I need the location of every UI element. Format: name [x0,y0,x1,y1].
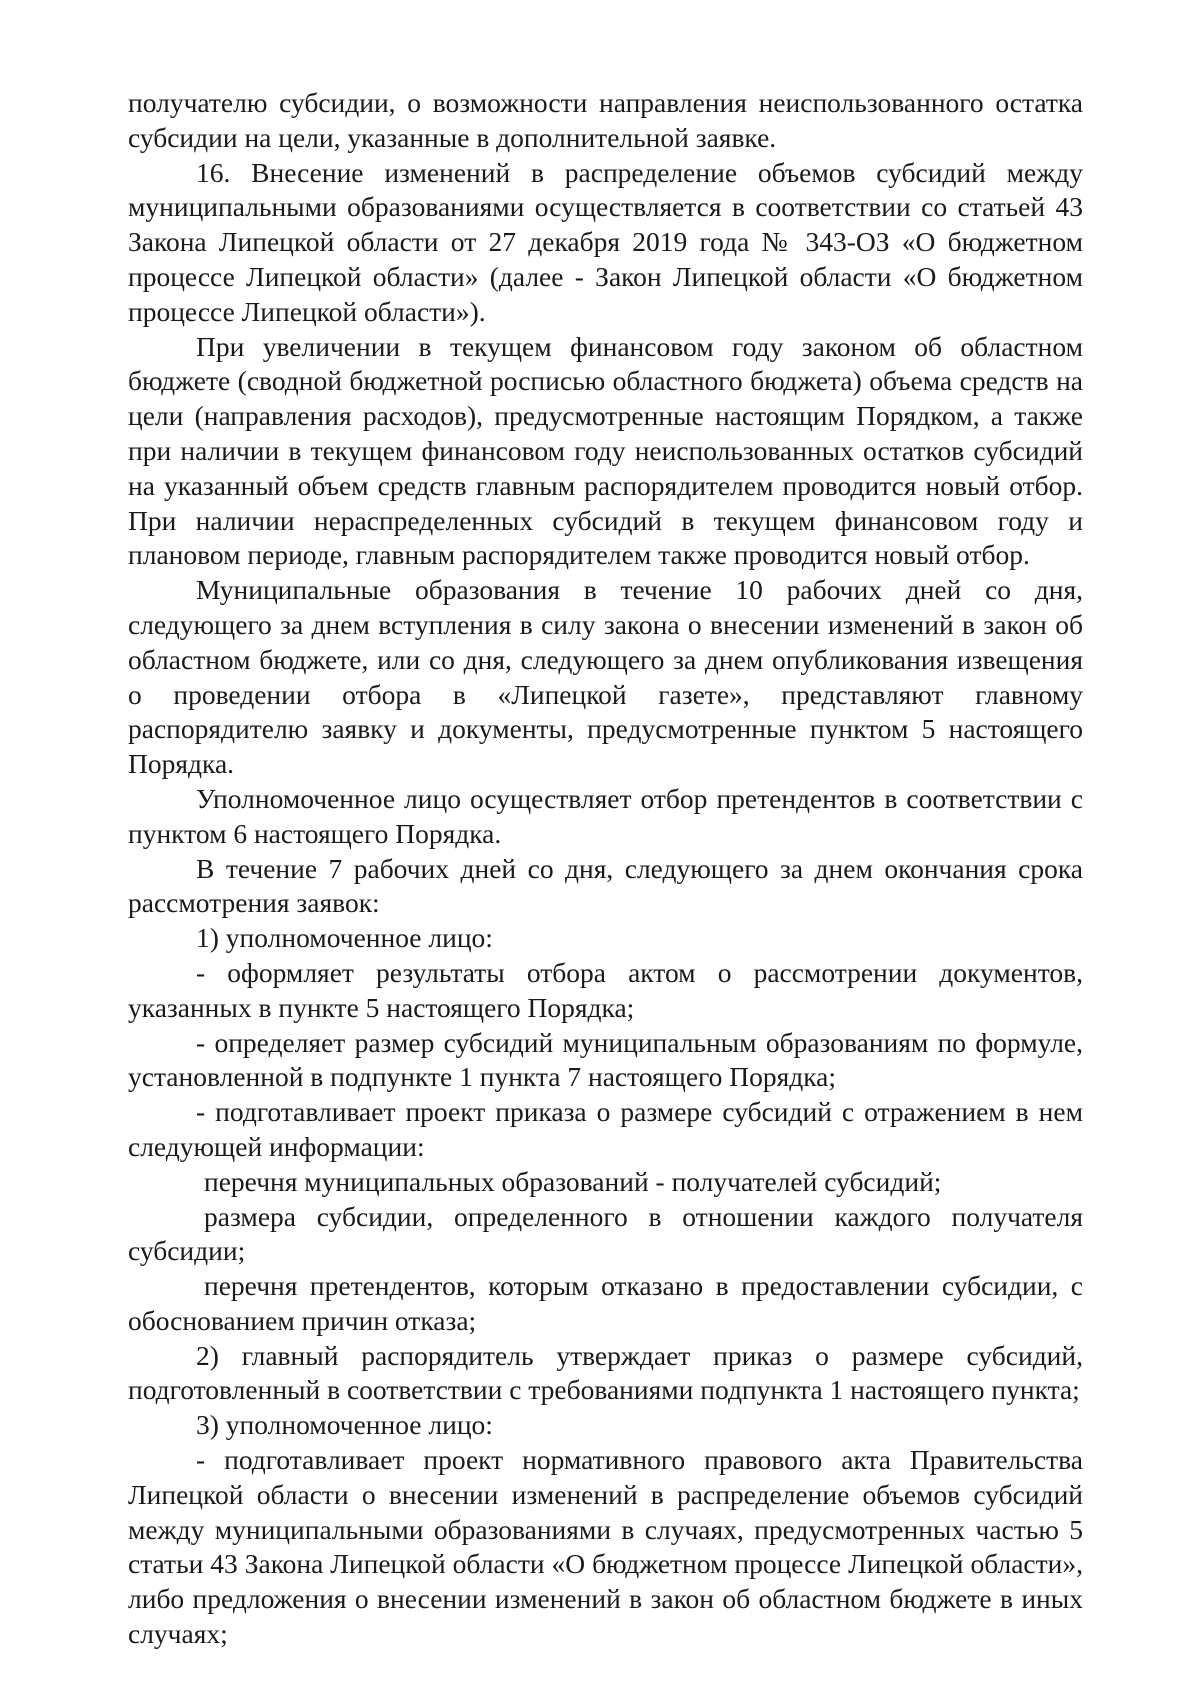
paragraph-continuation: получателю субсидии, о возможности направления неиспользованного остатка субсидии на цели, указанные в дополнительной заявке. [128,87,1083,153]
list-item-1-dash-1: - оформляет результаты отбора актом о рассмотрении документов, указанных в пункте 5 настоящего Порядка; [128,956,1083,1023]
list-item-1-dash-2: - определяет размер субсидий муниципальным образованиям по формуле, установленной в подпункте 1 пункта 7 настоящего Порядка; [128,1026,1083,1093]
list-subitem-municipalities: перечня муниципальных образований - получателей субсидий; [204,1165,942,1197]
paragraph-seven-days: В течение 7 рабочих дней со дня, следующего за днем окончания срока рассмотрения заявок: [128,852,1083,919]
document-body [128,86,1083,1652]
list-item-3: 3) уполномоченное лицо: [196,1409,493,1441]
list-item-2: 2) главный распорядитель утверждает приказ о размере субсидий, подготовленный в соответствии с требованиями подпункта 1 настоящего пункта; [128,1339,1083,1406]
list-item-3-dash-1: - подготавливает проект нормативного правового акта Правительства Липецкой области о внесении изменений в распределение объемов субсидий между муниципальными образованиями в случаях, предусмотренных частью 5 статьи 43 Закона Липецкой области «О бюджетном процессе Липецкой области», либо предложения о внесении изменений в закон об областном бюджете в иных случаях; [128,1444,1083,1650]
list-subitem-subsidy-size: размера субсидии, определенного в отношении каждого получателя субсидии; [128,1200,1083,1267]
list-item-1-dash-3: - подготавливает проект приказа о размере субсидий с отражением в нем следующей информации: [128,1096,1083,1162]
paragraph-municipal-application: Муниципальные образования в течение 10 рабочих дней со дня, следующего за днем вступления в силу закона о внесении изменений в закон об областном бюджете, или со дня, следующего за днем опубликования извещения о проведении отбора в «Липецкой газете», представляют главному распорядителю заявку и документы, предусмотренные пунктом 5 настоящего Порядка. [128,574,1083,780]
list-subitem-rejected: перечня претендентов, которым отказано в предоставлении субсидии, с обоснованием причин отказа; [128,1270,1083,1336]
paragraph-clause-16: 16. Внесение изменений в распределение объемов субсидий между муниципальными образованиями осуществляется в соответствии со статьей 43 Закона Липецкой области от 27 декабря 2019 года № 343-ОЗ «О бюджетном процессе Липецкой области» (далее - Закон Липецкой области «О бюджетном процессе Липецкой области»). [128,156,1083,327]
list-item-1: 1) уполномоченное лицо: [196,922,493,954]
paragraph-selection: Уполномоченное лицо осуществляет отбор претендентов в соответствии с пунктом 6 настоящего Порядка. [128,782,1083,849]
paragraph-budget-increase: При увеличении в текущем финансовом году законом об областном бюджете (сводной бюджетной росписью областного бюджета) объема средств на цели (направления расходов), предусмотренные настоящим Порядком, а также при наличии в текущем финансовом году неиспользованных остатков субсидий на указанный объем средств главным распорядителем проводится новый отбор. При наличии нераспределенных субсидий в текущем финансовом году и плановом периоде, главным распорядителем также проводится новый отбор. [128,330,1083,571]
